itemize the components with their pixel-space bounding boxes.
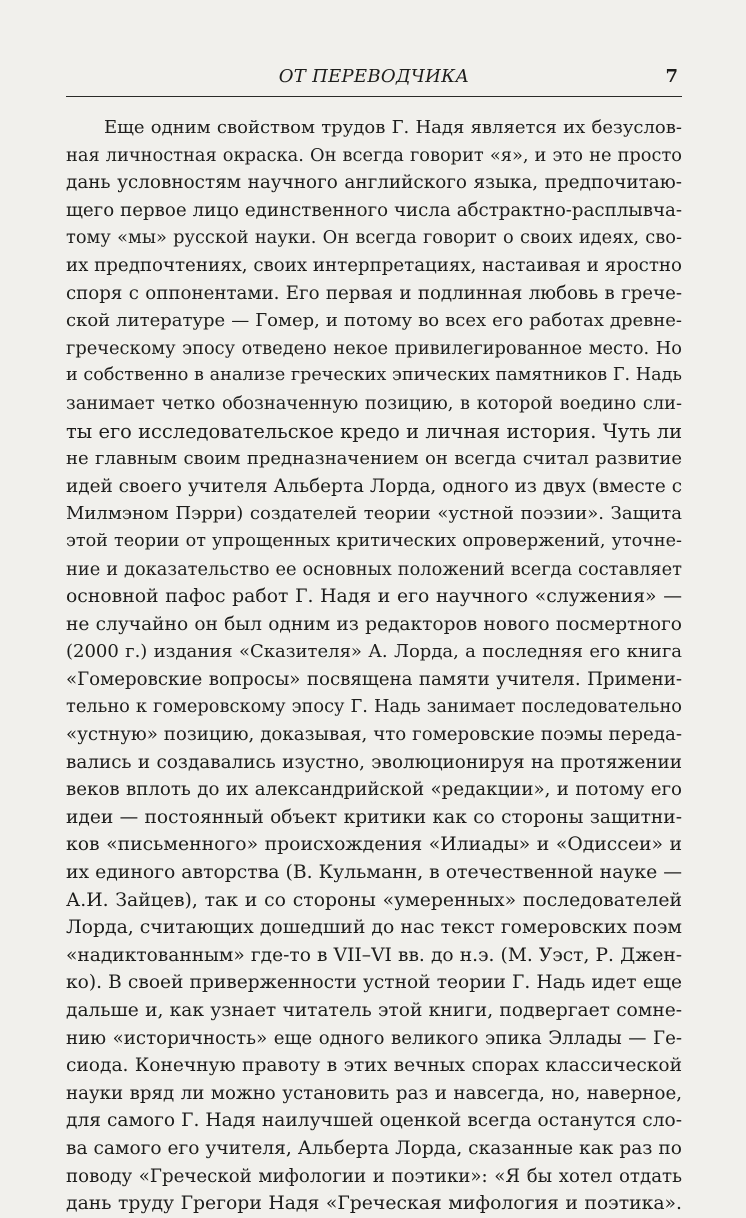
text-line: щего первое лицо единственного числа абстрактно-расплывча-	[66, 199, 682, 221]
running-header	[66, 62, 682, 97]
text-line: сиода. Конечную правоту в этих вечных спорах классической	[66, 1055, 682, 1077]
page-number: 7	[665, 66, 678, 87]
text-line: «надиктованным» где-то в VII–VI вв. до н.э. (М. Уэст, Р. Джен-	[66, 944, 682, 966]
book-page	[66, 62, 682, 1215]
text-line: науки вряд ли можно установить раз и навсегда, но, наверное,	[66, 1082, 682, 1104]
text-line: этой теории от упрощенных критических опровержений, уточне-	[66, 530, 682, 551]
text-line: Милмэном Пэрри) создателей теории «устной поэзии». Защита	[66, 503, 682, 525]
text-line: ная личностная окраска. Он всегда говорит «я», и это не просто	[66, 144, 682, 166]
text-line: Лорда, считающих дошедший до нас текст гомеровских поэм	[66, 917, 682, 939]
text-line: поводу «Греческой мифологии и поэтики»: «Я бы хотел отдать	[66, 1165, 682, 1187]
text-line: тельно к гомеровскому эпосу Г. Надь занимает последовательно	[66, 696, 682, 718]
text-line: занимает четко обозначенную позицию, в которой воедино сли-	[66, 392, 682, 414]
text-line: и собственно в анализе греческих эпических памятников Г. Надь	[66, 365, 682, 386]
text-line: «Гомеровские вопросы» посвящена памяти учителя. Примени-	[66, 668, 682, 690]
text-line: А.И. Зайцев), так и со стороны «умеренных» последователей	[66, 889, 682, 911]
paragraph	[66, 114, 682, 1218]
text-line: не главным своим предназначением он всегда считал развитие	[66, 448, 682, 470]
text-line: дань труду Грегори Надя «Греческая мифология и поэтика».	[66, 1193, 682, 1215]
text-line: ко). В своей приверженности устной теории Г. Надь идет еще	[66, 972, 682, 994]
text-line: «устную» позицию, доказывая, что гомеровские поэмы переда-	[66, 724, 682, 746]
text-line: идей своего учителя Альберта Лорда, одного из двух (вместе с	[66, 475, 682, 497]
text-line: ние и доказательство ее основных положений всегда составляет	[66, 558, 682, 580]
text-line: тому «мы» русской науки. Он всегда говорит о своих идеях, сво-	[66, 227, 682, 249]
text-line: не случайно он был одним из редакторов нового посмертного	[66, 613, 682, 635]
text-line: ты его исследовательское кредо и личная история. Чуть ли	[66, 419, 682, 443]
text-line: греческому эпосу отведено некое привилегированное место. Но	[66, 337, 682, 359]
text-line: идеи — постоянный объект критики как со стороны защитни-	[66, 806, 682, 828]
text-line: для самого Г. Надя наилучшей оценкой всегда останутся сло-	[66, 1110, 682, 1132]
text-line: их единого авторства (В. Кульманн, в отечественной науке —	[66, 862, 682, 884]
text-line: ва самого его учителя, Альберта Лорда, сказанные как раз по	[66, 1137, 682, 1159]
text-line: дальше и, как узнает читатель этой книги, подвергает сомне-	[66, 1000, 682, 1021]
text-line: (2000 г.) издания «Сказителя» А. Лорда, а последняя его книга	[66, 641, 682, 663]
text-line: ков «письменного» происхождения «Илиады» и «Одиссеи» и	[66, 834, 682, 856]
text-line: ской литературе — Гомер, и потому во всех его работах древне-	[66, 310, 682, 332]
text-line: веков вплоть до их александрийской «редакции», и потому его	[66, 779, 682, 801]
running-title: ОТ ПЕРЕВОДЧИКА	[278, 66, 470, 87]
text-line: их предпочтениях, своих интерпретациях, настаивая и яростно	[66, 254, 682, 276]
text-line: Еще одним свойством трудов Г. Надя является их безуслов-	[104, 117, 682, 138]
text-line: дань условностям научного английского языка, предпочитаю-	[66, 172, 682, 194]
text-line: споря с оппонентами. Его первая и подлинная любовь в грече-	[66, 282, 682, 304]
text-line: основной пафос работ Г. Надя и его научного «служения» —	[66, 586, 682, 608]
text-line: нию «историчность» еще одного великого эпика Эллады — Ге-	[66, 1027, 682, 1049]
text-line: вались и создавались изустно, эволюционируя на протяжении	[66, 751, 682, 773]
